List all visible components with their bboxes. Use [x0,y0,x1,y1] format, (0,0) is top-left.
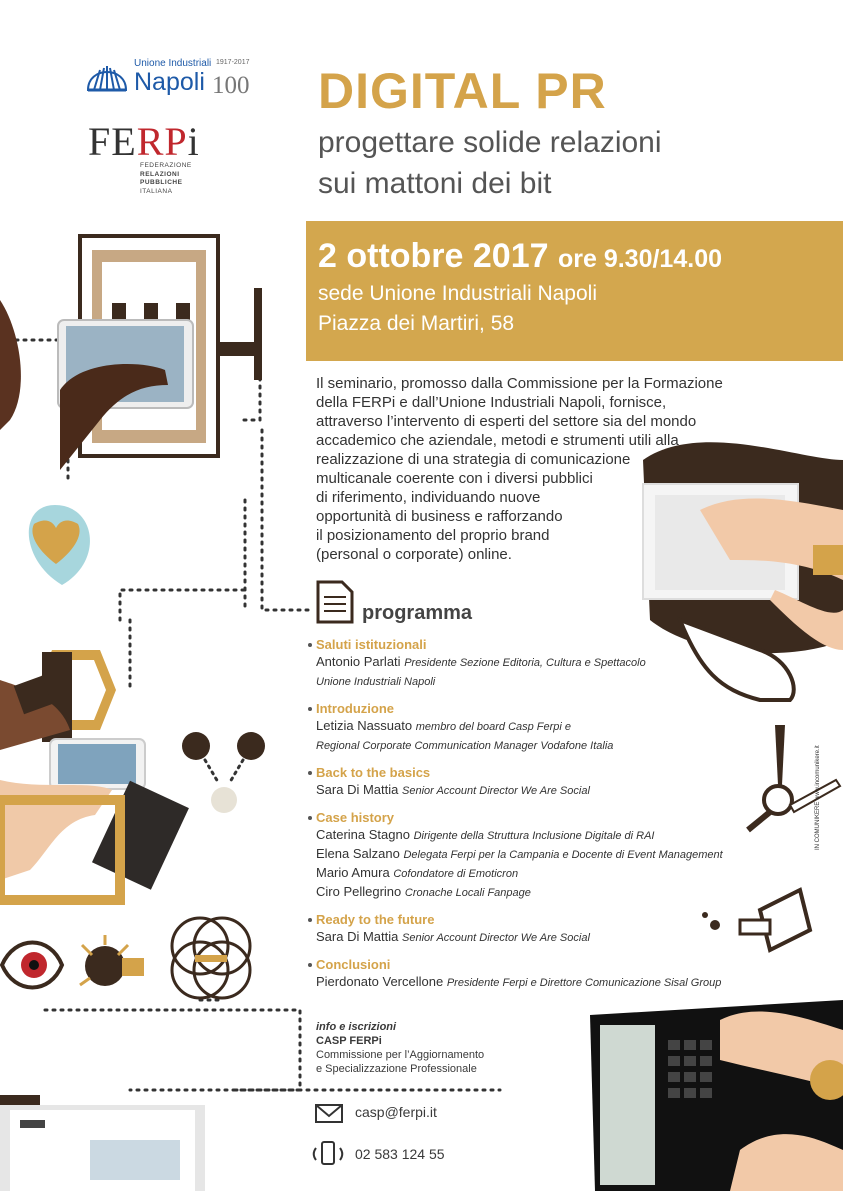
event-time: ore 9.30/14.00 [557,245,722,273]
speaker-line: Elena Salzano Delegata Ferpi per la Campania e Docente di Event Management [316,846,723,861]
speaker-line: Regional Corporate Communication Manager Vodafone Italia [316,740,614,752]
unione-years: 1917-2017 [216,59,250,66]
program-section [308,636,828,691]
speaker-line: Letizia Nassuato membro del board Casp Ferpi e [316,718,572,733]
ferpi-subtitle: FEDERAZIONE RELAZIONI PUBBLICHE ITALIANA [140,162,192,195]
program-section [308,700,828,755]
contact-phone[interactable]: 02 583 124 55 [355,1146,445,1162]
unione-napoli: Napoli [134,68,205,96]
program-section [308,764,828,800]
unione-line1: Unione Industriali [134,58,212,69]
page-title: DIGITAL PR [318,63,607,119]
program-list [308,636,828,1001]
contact-org: CASP FERPi [316,1035,382,1047]
speaker-line: Antonio Parlati Presidente Sezione Editoria, Cultura e Spettacolo [316,654,646,669]
unione-industriali-logo [84,54,274,114]
program-section [308,911,828,947]
ferpi-wordmark: FERPi [88,119,200,164]
design-credit: IN COMUNIKERE www.incomunikere.it [815,745,821,850]
shell-logo-icon [84,54,130,94]
contact-label: info e iscrizioni [316,1021,397,1033]
ferpi-logo [88,119,228,196]
event-details-band [306,221,843,361]
speaker-line: Sara Di Mattia Senior Account Director We Are Social [316,782,590,797]
contact-org-line2: e Specializzazione Professionale [316,1063,477,1075]
unione-100: 100 [212,72,250,99]
contact-org-line1: Commissione per l’Aggiornamento [316,1049,485,1061]
intro-paragraph: Il seminario, promosso dalla Commissione per la Formazione della FERPi e dall’Unione Industriali Napoli, fornisce, attraverso l’intervento di esperti del settore sia del mondo accademico che aziendale, metodi e strumenti utili alla realizzazione di una strategia di comunicazione multicanale coerente con i diversi pubblici di riferimento, individuando nuove opportunità di business e rafforzando il posizionamento del proprio brand (personal o corporate) online. [316,375,723,563]
section-title: Ready to the future [308,911,828,928]
program-section [308,956,828,992]
section-title: Conclusioni [308,956,828,973]
speaker-line: Sara Di Mattia Senior Account Director We Are Social [316,929,590,944]
event-date: 2 ottobre 2017 ore 9.30/14.00 [318,237,722,275]
contact-email[interactable]: casp@ferpi.it [355,1104,437,1120]
speaker-line: Ciro Pellegrino Cronache Locali Fanpage [316,884,531,899]
speaker-line: Pierdonato Vercellone Presidente Ferpi e Direttore Comunicazione Sisal Group [316,974,722,989]
program-title: programma [362,602,473,624]
speaker-line: Caterina Stagno Dirigente della Struttura Inclusione Digitale di RAI [316,827,655,842]
section-title: Back to the basics [308,764,828,781]
speaker-line: Mario Amura Cofondatore di Emoticron [316,865,519,880]
section-title: Introduzione [308,700,828,717]
speaker-line: Unione Industriali Napoli [316,676,436,688]
program-section [308,809,828,902]
contact-block [316,1020,484,1076]
section-title: Case history [308,809,828,826]
event-venue: sede Unione Industriali Napoli Piazza dei Martiri, 58 [318,282,597,335]
section-title: Saluti istituzionali [308,636,828,653]
page-subtitle: progettare solide relazioni sui mattoni dei bit [318,126,662,200]
